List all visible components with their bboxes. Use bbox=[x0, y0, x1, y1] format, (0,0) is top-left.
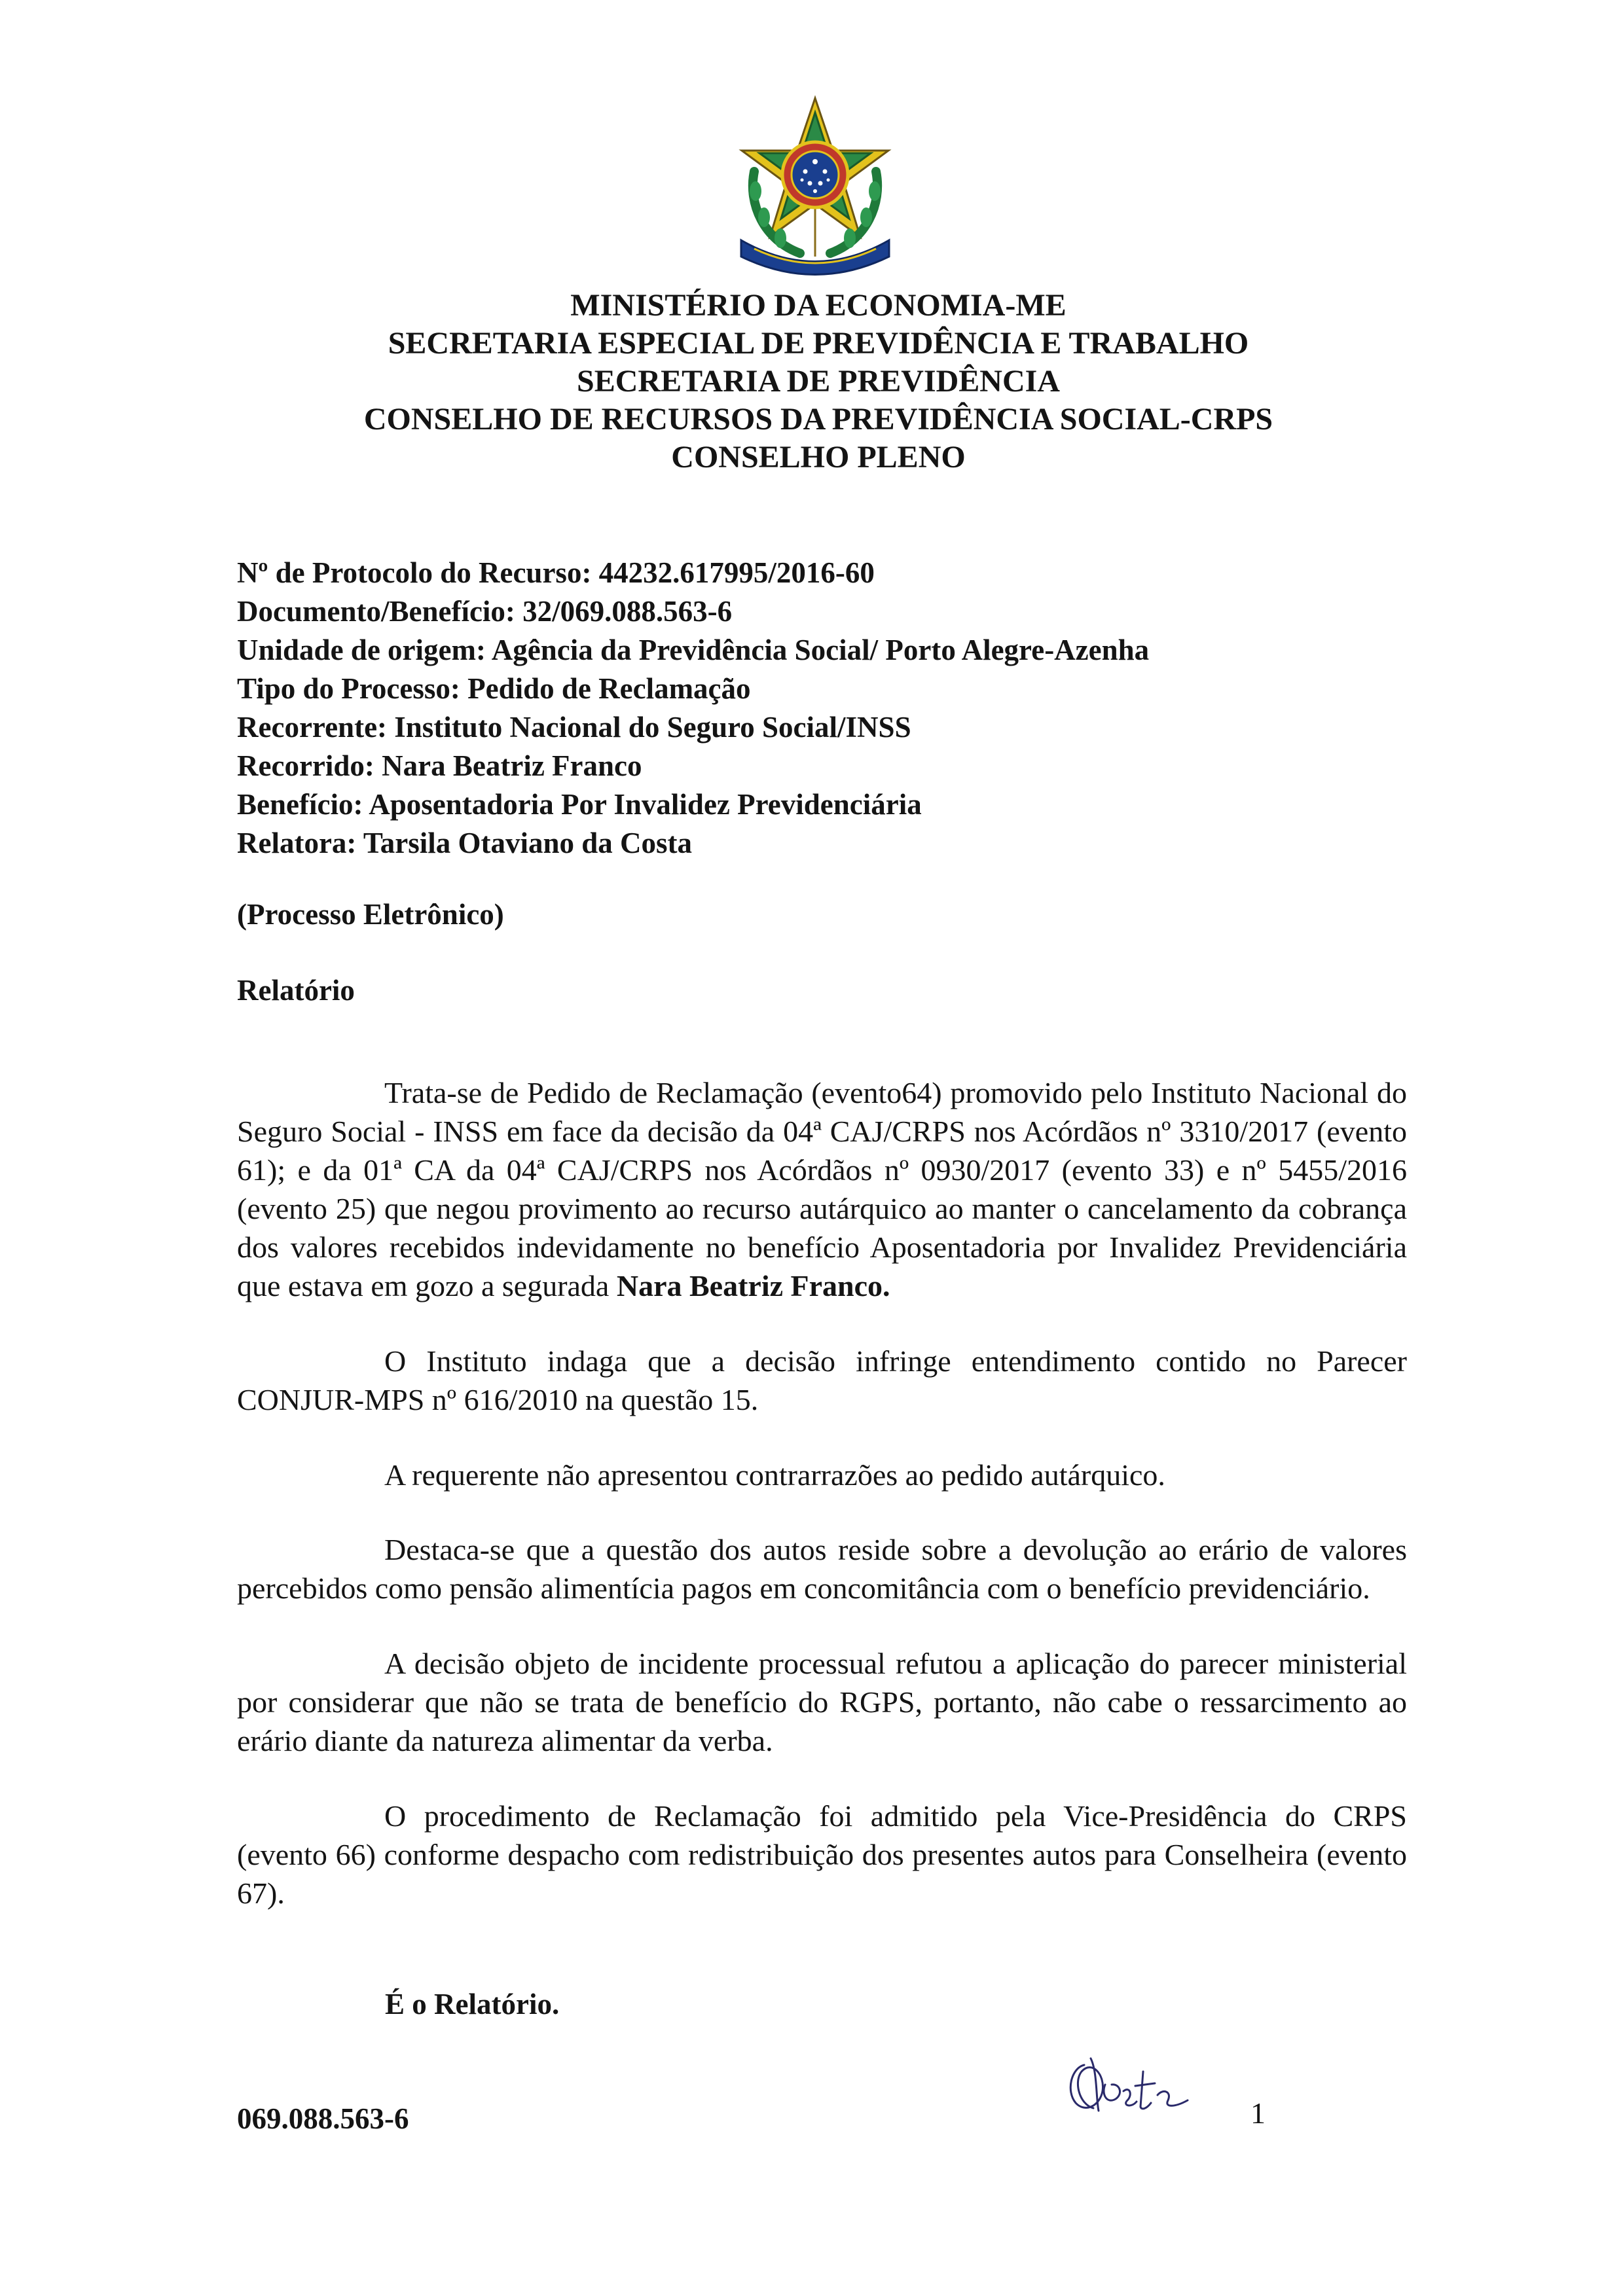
signature-icon bbox=[1059, 2045, 1197, 2124]
header-plenary: CONSELHO PLENO bbox=[671, 440, 966, 475]
report-heading: Relatório bbox=[237, 974, 355, 1007]
paragraph-2: O Instituto indaga que a decisão infringe entendimento contido no Parecer CONJUR-MPS nº 616/2010 na questão 15. bbox=[237, 1344, 1407, 1416]
process-format: (Processo Eletrônico) bbox=[237, 898, 504, 931]
meta-appellant: Recorrente: Instituto Nacional do Seguro Social/INSS bbox=[237, 711, 911, 744]
paragraph-5: A decisão objeto de incidente processual refutou a aplicação do parecer ministerial por considerar que não se trata de benefício do RGPS, portanto, não cabe o ressarcimento ao erário diante da natureza alimentar da verba. bbox=[237, 1647, 1407, 1757]
paragraph-1-insured-name: Nara Beatriz Franco. bbox=[616, 1269, 890, 1302]
report-body bbox=[237, 1073, 1407, 1949]
meta-benefit: Benefício: Aposentadoria Por Invalidez Previdenciária bbox=[237, 788, 922, 821]
meta-document-benefit: Documento/Benefício: 32/069.088.563-6 bbox=[237, 595, 733, 628]
header-special-secretariat: SECRETARIA ESPECIAL DE PREVIDÊNCIA E TRABALHO bbox=[388, 326, 1249, 361]
page-number: 1 bbox=[1250, 2096, 1266, 2130]
header-ministry: MINISTÉRIO DA ECONOMIA-ME bbox=[570, 288, 1067, 323]
document-header bbox=[196, 287, 1440, 476]
report-conclusion: É o Relatório. bbox=[385, 1988, 560, 2020]
paragraph-6: O procedimento de Reclamação foi admitido pela Vice-Presidência do CRPS (evento 66) conforme despacho com redistribuição dos presentes autos para Conselheira (evento 67). bbox=[237, 1799, 1407, 1910]
meta-rapporteur: Relatora: Tarsila Otaviano da Costa bbox=[237, 827, 693, 859]
brazil-coat-of-arms-icon bbox=[728, 93, 902, 283]
header-secretariat: SECRETARIA DE PREVIDÊNCIA bbox=[577, 364, 1060, 399]
paragraph-3: A requerente não apresentou contrarrazões ao pedido autárquico. bbox=[384, 1458, 1165, 1492]
header-council: CONSELHO DE RECURSOS DA PREVIDÊNCIA SOCIAL-CRPS bbox=[363, 402, 1273, 437]
meta-appellee: Recorrido: Nara Beatriz Franco bbox=[237, 749, 642, 782]
paragraph-1 bbox=[237, 1073, 1407, 1305]
meta-origin-unit: Unidade de origem: Agência da Previdência Social/ Porto Alegre-Azenha bbox=[237, 634, 1150, 666]
meta-protocol: Nº de Protocolo do Recurso: 44232.617995/2016-60 bbox=[237, 556, 875, 589]
footer-document-number: 069.088.563-6 bbox=[237, 2102, 409, 2135]
paragraph-1-text: Trata-se de Pedido de Reclamação (evento64) promovido pelo Instituto Nacional do Seguro Social - INSS em face da decisão da 04ª CAJ/CRPS nos Acórdãos nº 3310/2017 (evento 61); e da 01ª CA da 04ª CAJ/CRPS nos Acórdãos nº 0930/2017 (evento 33) e nº 5455/2016 (evento 25) que negou provimento ao recurso autárquico ao manter o cancelamento da cobrança dos valores recebidos indevidamente no benefício Aposentadoria por Invalidez Previdenciária que estava em gozo a segurada bbox=[237, 1076, 1407, 1302]
case-metadata bbox=[237, 554, 1415, 863]
meta-process-type: Tipo do Processo: Pedido de Reclamação bbox=[237, 672, 751, 705]
paragraph-4: Destaca-se que a questão dos autos reside sobre a devolução ao erário de valores percebidos como pensão alimentícia pagos em concomitância com o benefício previdenciário. bbox=[237, 1533, 1407, 1605]
